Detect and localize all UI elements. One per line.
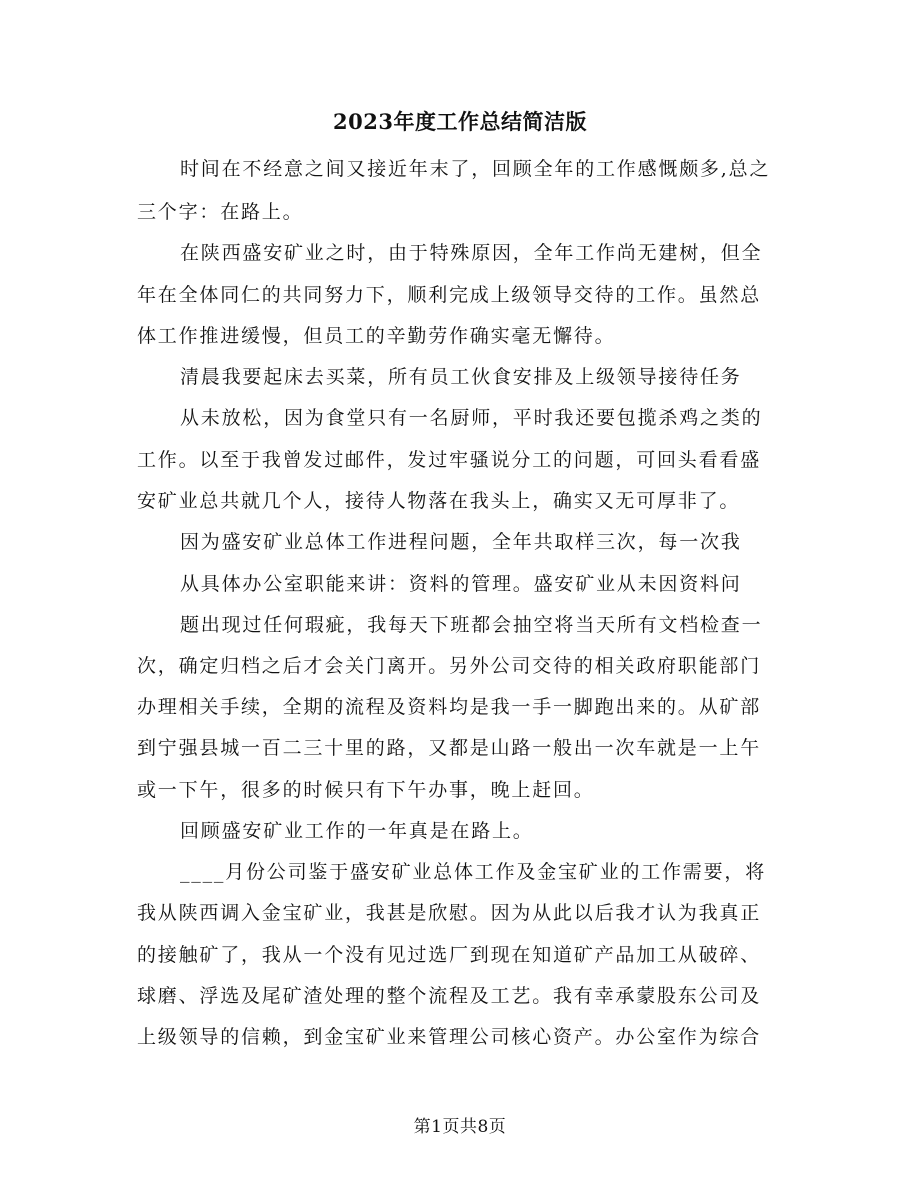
text-line: 清晨我要起床去买菜，所有员工伙食安排及上级领导接待任务 (180, 366, 742, 388)
text-line: 的接触矿了，我从一个没有见过选厂到现在知道矿产品加工从破碎、 (137, 944, 762, 966)
text-line: 到宁强县城一百二三十里的路，又都是山路一般出一次车就是一上午 (137, 737, 762, 759)
text-line: 时间在不经意之间又接近年末了，回顾全年的工作感慨颇多,总之 (180, 158, 771, 180)
text-line: 或一下午，很多的时候只有下午办事，晚上赶回。 (137, 779, 595, 801)
text-line: 球磨、浮选及尾矿渣处理的整个流程及工艺。我有幸承蒙股东公司及 (137, 985, 762, 1007)
text-line: 上级领导的信赖，到金宝矿业来管理公司核心资产。办公室作为综合 (137, 1026, 762, 1048)
text-line: 三个字：在路上。 (137, 201, 304, 223)
text-line: ____月份公司鉴于盛安矿业总体工作及金宝矿业的工作需要，将 (180, 861, 767, 883)
text-line: 办理相关手续，全期的流程及资料均是我一手一脚跑出来的。从矿部 (137, 696, 762, 718)
text-line: 年在全体同仁的共同努力下，顺利完成上级领导交待的工作。虽然总 (137, 284, 762, 306)
text-line: 我从陕西调入金宝矿业，我甚是欣慰。因为从此以后我才认为我真正 (137, 902, 762, 924)
text-line: 题出现过任何瑕疵，我每天下班都会抽空将当天所有文档检查一 (180, 614, 763, 636)
page-footer: 第1页共8页 (413, 1117, 507, 1137)
text-line: 从具体办公室职能来讲：资料的管理。盛安矿业从未因资料问 (180, 573, 742, 595)
text-line: 体工作推进缓慢，但员工的辛勤劳作确实毫无懈待。 (137, 325, 616, 347)
text-line: 因为盛安矿业总体工作进程问题，全年共取样三次，每一次我 (180, 531, 742, 553)
text-line: 在陕西盛安矿业之时，由于特殊原因，全年工作尚无建树，但全 (180, 242, 763, 264)
text-line: 次，确定归档之后才会关门离开。另外公司交待的相关政府职能部门 (137, 655, 762, 677)
text-line: 工作。以至于我曾发过邮件，发过牢骚说分工的问题，可回头看看盛 (137, 449, 762, 471)
text-line: 安矿业总共就几个人，接待人物落在我头上，确实又无可厚非了。 (137, 490, 741, 512)
document-title: 2023年度工作总结简洁版 (333, 109, 587, 134)
text-line: 从未放松，因为食堂只有一名厨师，平时我还要包揽杀鸡之类的 (180, 407, 763, 429)
text-line: 回顾盛安矿业工作的一年真是在路上。 (180, 820, 534, 842)
